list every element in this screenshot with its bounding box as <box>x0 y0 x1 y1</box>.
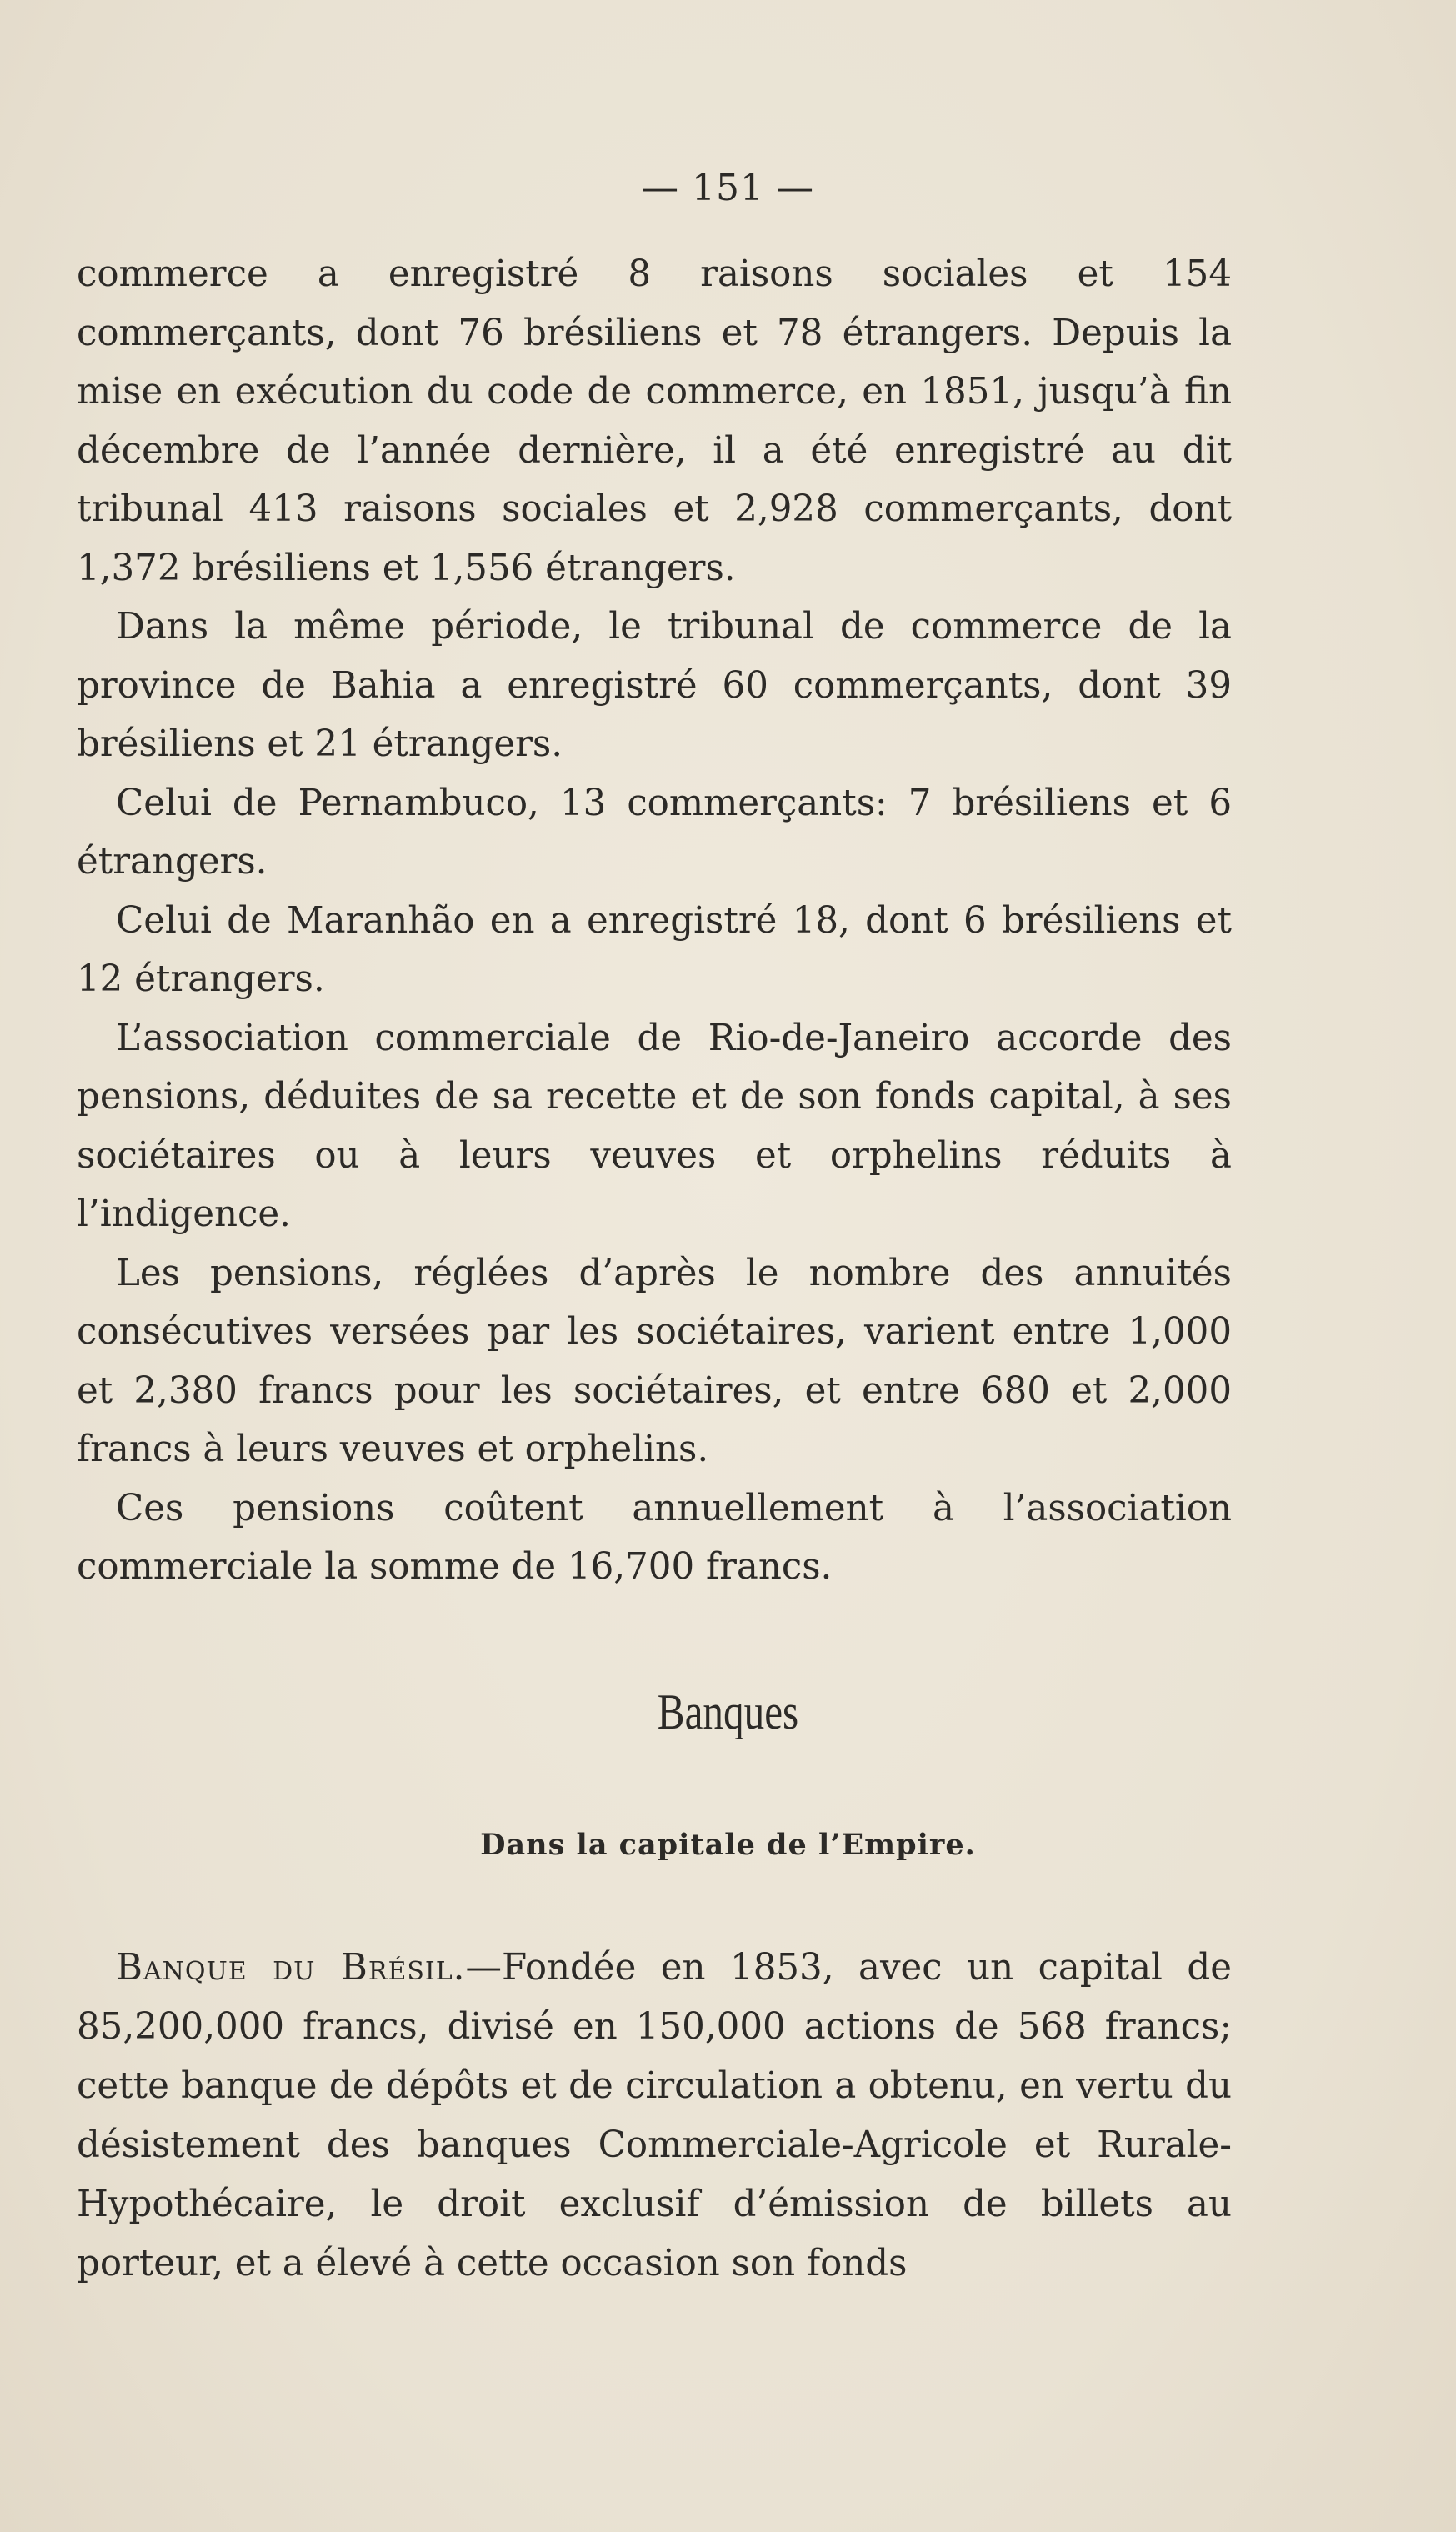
bank-name: Banque du Brésil. <box>116 1947 466 1989</box>
paragraph: Dans la même période, le tribunal de commerce de la province de Bahia a enregistré 60 commerçants, dont 39 brésiliens et 21 étrangers. <box>77 606 1232 765</box>
bank-description: —Fondée en 1853, avec un capital de 85,200,000 francs, divisé en 150,000 actions de 568 francs; cette banque de dépôts et de circulation a obtenu, en vertu du désistement des banques Commerciale-Agricole et Rurale-Hypothécaire, le droit exclusif d’émission de billets au porteur, et a élevé à cette occasion son fonds <box>77 1947 1232 2284</box>
paragraph: commerce a enregistré 8 raisons sociales et 154 commerçants, dont 76 brésiliens et 78 étrangers. Depuis la mise en exécution du code de commerce, en 1851, jusqu’à fin décembre de l’année dernière, il a été enregistré au dit tribunal 413 raisons sociales et 2,928 commerçants, dont 1,372 brésiliens et 1,556 étrangers. <box>77 253 1232 589</box>
section-title: Banques <box>657 1684 799 1739</box>
section-subtitle: Dans la capitale de l’Empire. <box>480 1828 976 1862</box>
paragraph: Les pensions, réglées d’après le nombre des annuités consécutives versées par les sociétaires, varient entre 1,000 et 2,380 francs pour les sociétaires, et entre 680 et 2,000 francs à leurs veuves et orphelins. <box>77 1252 1232 1470</box>
paragraph: L’association commerciale de Rio-de-Janeiro accorde des pensions, déduites de sa recette et de son fonds capital, à ses sociétaires ou à leurs veuves et orphelins réduits à l’indigence. <box>77 1017 1232 1235</box>
bank-paragraph <box>77 1939 1232 2294</box>
paragraph: Celui de Maranhão en a enregistré 18, dont 6 brésiliens et 12 étrangers. <box>77 899 1232 1000</box>
page-number: — 151 — <box>642 167 814 209</box>
body-text <box>77 245 1232 1597</box>
bank-entry <box>77 1939 1232 2294</box>
paragraph: Ces pensions coûtent annuellement à l’association commerciale la somme de 16,700 francs. <box>77 1487 1232 1588</box>
paragraph: Celui de Pernambuco, 13 commerçants: 7 brésiliens et 6 étrangers. <box>77 782 1232 883</box>
